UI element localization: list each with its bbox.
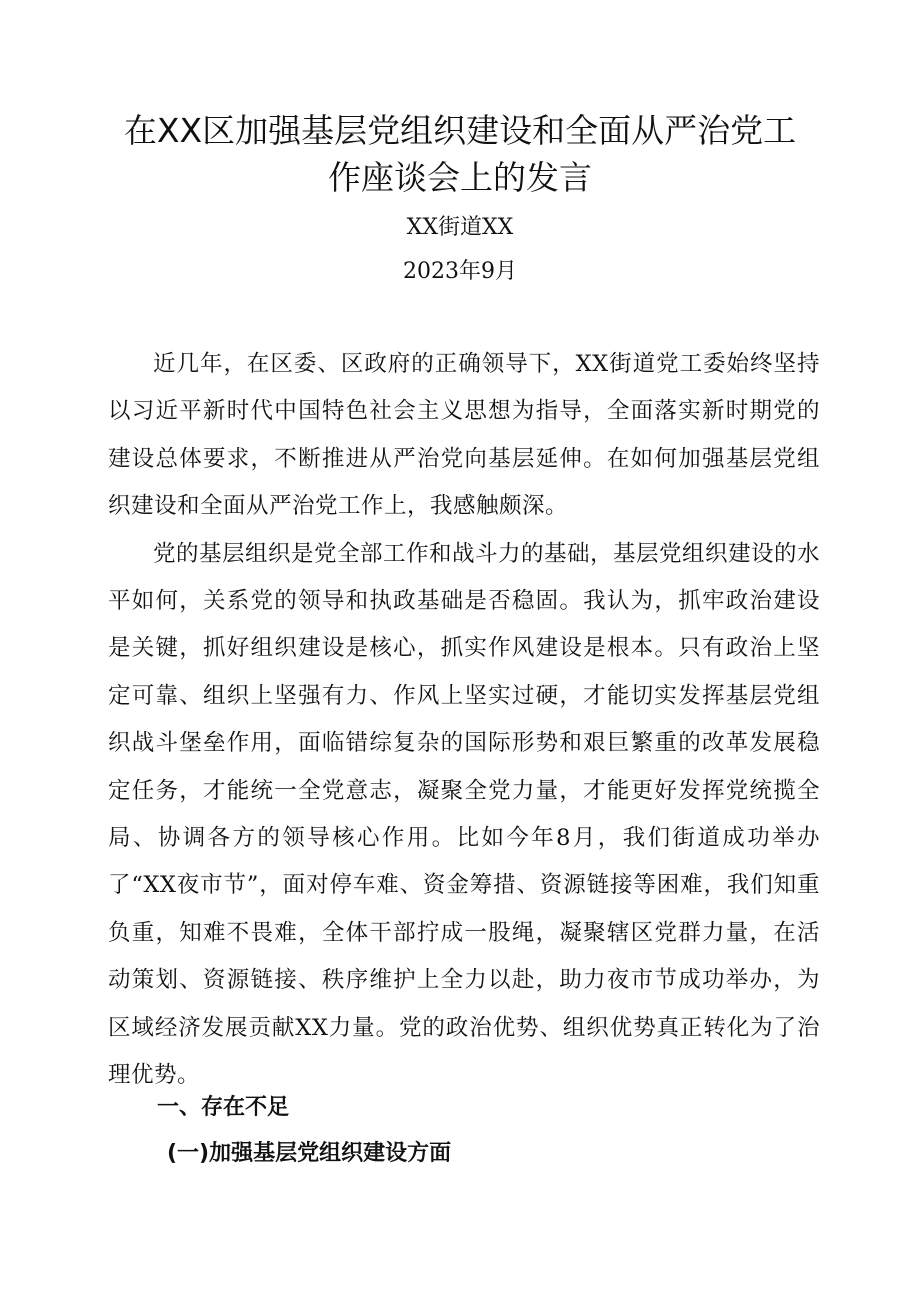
document-body (108, 341, 820, 1100)
document-title-line2: 作座谈会上的发言 (328, 158, 592, 197)
author-line: XX街道XX (406, 215, 514, 240)
paragraph-intro: 近几年，在区委、区政府的正确领导下，XX街道党工委始终坚持以习近平新时代中国特色社会主义思想为指导，全面落实新时期党的建设总体要求，不断推进从严治党向基层延伸。在如何加强基层党组织建设和全面从严治党工作上，我感触颇深。 (108, 351, 820, 520)
document-title-line1: 在XX区加强基层党组织建设和全面从严治党工 (123, 111, 797, 150)
subsection-heading: (一)加强基层党组织建设方面 (167, 1141, 452, 1166)
date-line: 2023年9月 (403, 259, 517, 284)
section-heading: 一、存在不足 (157, 1095, 290, 1120)
paragraph-main: 党的基层组织是党全部工作和战斗力的基础，基层党组织建设的水平如何，关系党的领导和执政基础是否稳固。我认为，抓牢政治建设是关键，抓好组织建设是核心，抓实作风建设是根本。只有政治上坚定可靠、组织上坚强有力、作风上坚实过硬，才能切实发挥基层党组织战斗堡垒作用，面临错综复杂的国际形势和艰巨繁重的改革发展稳定任务，才能统一全党意志，凝聚全党力量，才能更好发挥党统揽全局、协调各方的领导核心作用。比如今年8月，我们街道成功举办了“XX夜市节”，面对停车难、资金筹措、资源链接等困难，我们知重负重，知难不畏难，全体干部拧成一股绳，凝聚辖区党群力量，在活动策划、资源链接、秩序维护上全力以赴，助力夜市节成功举办，为区域经济发展贡献XX力量。党的政治优势、组织优势真正转化为了治理优势。 (108, 540, 821, 1089)
